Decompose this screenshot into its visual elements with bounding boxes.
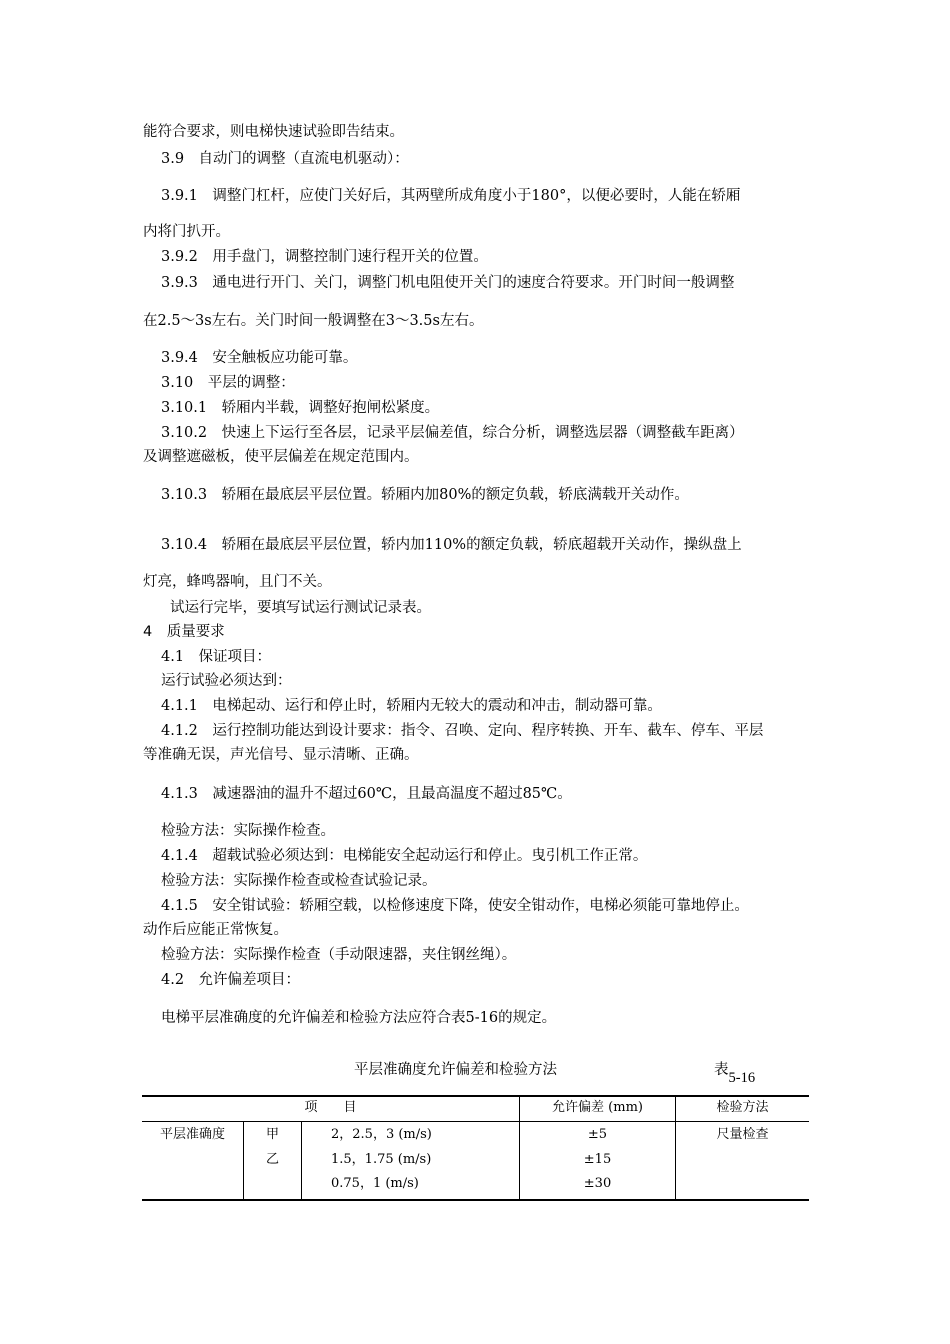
- text-line-2: 3.9 自动门的调整（直流电机驱动）：: [161, 151, 409, 167]
- text-line-25: 4.1.4 超载试验必须达到：电梯能安全起动运行和停止。曳引机工作正常。: [161, 848, 648, 864]
- text-line-28: 动作后应能正常恢复。: [143, 922, 288, 938]
- text-line-24: 检验方法：实际操作检查。: [161, 823, 335, 839]
- table-row-group-label: 平层准确度: [159, 1127, 225, 1142]
- text-line-14: 3.10.4 轿厢在最底层平层位置，轿内加110%的额定负载，轿底超载开关动作，操纵盘上: [161, 537, 742, 553]
- text-line-11: 3.10.2 快速上下运行至各层，记录平层偏差值，综合分析，调整选层器（调整截车距离）: [161, 425, 744, 441]
- text-line-9: 3.10 平层的调整：: [161, 375, 295, 391]
- table-cell-speed: 2，2.5，3 (m/s): [331, 1127, 432, 1142]
- table-cell-speed: 0.75，1 (m/s): [331, 1176, 419, 1191]
- table-divider: [301, 1122, 302, 1200]
- table-label: [714, 1058, 756, 1086]
- table-cell-speed: 1.5，1.75 (m/s): [331, 1152, 432, 1167]
- text-line-15: 灯亮，蜂鸣器响，且门不关。: [143, 574, 332, 590]
- text-line-3: 3.9.1 调整门杠杆，应使门关好后，其两壁所成角度小于180°，以便必要时，人能在轿厢: [161, 188, 741, 204]
- text-line-31: 电梯平层准确度的允许偏差和检验方法应符合表5-16的规定。: [161, 1010, 557, 1026]
- table-cell-method: 尺量检查: [716, 1127, 769, 1142]
- text-line-21: 4.1.2 运行控制功能达到设计要求：指令、召唤、定向、程序转换、开车、截车、停车、平层: [161, 723, 764, 739]
- text-line-4: 内将门扒开。: [143, 224, 230, 240]
- table-cell-tolerance: ±15: [583, 1152, 612, 1167]
- text-line-23: 4.1.3 减速器油的温升不超过60℃，且最高温度不超过85℃。: [161, 786, 572, 802]
- table-label-number: 5-16: [728, 1070, 756, 1086]
- table-top-rule: [142, 1095, 809, 1097]
- text-line-20: 4.1.1 电梯起动、运行和停止时，轿厢内无较大的震动和冲击，制动器可靠。: [161, 698, 662, 714]
- text-line-7: 在2.5～3s左右。关门时间一般调整在3～3.5s左右。: [143, 313, 484, 329]
- table-label-prefix: 表: [714, 1062, 729, 1078]
- text-line-22: 等准确无误，声光信号、显示清晰、正确。: [143, 747, 419, 763]
- text-line-12: 及调整遮磁板，使平层偏差在规定范围内。: [143, 449, 419, 465]
- text-line-29: 检验方法：实际操作检查（手动限速器，夹住钢丝绳）。: [161, 947, 517, 963]
- text-line-26: 检验方法：实际操作检查或检查试验记录。: [161, 873, 437, 889]
- table-title: 平层准确度允许偏差和检验方法: [354, 1062, 557, 1078]
- table-cell-grade: 甲: [265, 1127, 279, 1142]
- text-line-1: 能符合要求，则电梯快速试验即告结束。: [143, 124, 404, 140]
- text-line-5: 3.9.2 用手盘门，调整控制门速行程开关的位置。: [161, 249, 488, 265]
- table-header-method: 检验方法: [716, 1100, 769, 1115]
- text-line-13: 3.10.3 轿厢在最底层平层位置。轿厢内加80%的额定负载，轿底满载开关动作。: [161, 487, 689, 503]
- table-cell-tolerance: ±5: [587, 1127, 608, 1142]
- text-line-19: 运行试验必须达到：: [161, 673, 292, 689]
- text-line-8: 3.9.4 安全触板应功能可靠。: [161, 350, 358, 366]
- text-line-10: 3.10.1 轿厢内半载，调整好抱闸松紧度。: [161, 400, 440, 416]
- table-header-item: 项 目: [304, 1100, 357, 1115]
- text-line-6: 3.9.3 通电进行开门、关门，调整门机电阻使开关门的速度合符要求。开门时间一般调整: [161, 275, 735, 291]
- table-header-tolerance: 允许偏差 (mm): [552, 1100, 643, 1115]
- section-heading-quality: 4 质量要求: [143, 624, 225, 640]
- text-line-16: 试运行完毕，要填写试运行测试记录表。: [170, 600, 431, 616]
- text-line-18: 4.1 保证项目：: [161, 649, 272, 665]
- text-line-30: 4.2 允许偏差项目：: [161, 972, 301, 988]
- table-cell-grade: 乙: [265, 1152, 279, 1167]
- text-line-27: 4.1.5 安全钳试验：轿厢空载，以检修速度下降，使安全钳动作，电梯必须能可靠地停止。: [161, 898, 749, 914]
- table-cell-tolerance: ±30: [583, 1176, 612, 1191]
